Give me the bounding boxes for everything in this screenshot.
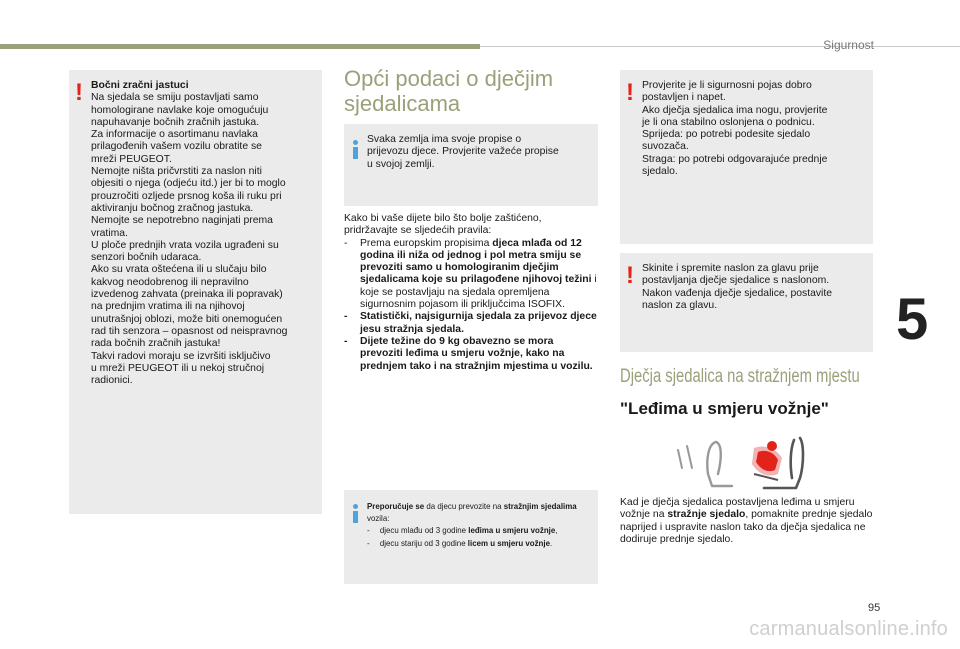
text-run: Prema europskim propisima bbox=[360, 237, 493, 249]
text-line: rada bočnih zračnih jastuka! bbox=[91, 338, 221, 350]
warning-exclamation-icon: ! bbox=[626, 79, 634, 106]
list-dash: - bbox=[344, 237, 348, 249]
warning-title: Bočni zračni jastuci bbox=[91, 80, 189, 91]
text-line: rad tih senzora – opasnost od neispravnog bbox=[91, 325, 288, 337]
rear-facing-child-seat-illustration bbox=[672, 434, 812, 496]
text-line: homologirane navlake koje omogućuju bbox=[91, 104, 269, 116]
header-accent-bar bbox=[0, 44, 480, 49]
text-line: unutrašnjoj oblozi, može biti onemogućen bbox=[91, 313, 283, 325]
child-seat-icon bbox=[752, 441, 782, 480]
rules-list bbox=[344, 238, 598, 373]
section-heading-general bbox=[344, 66, 553, 116]
list-dash: - bbox=[344, 335, 348, 347]
list-item bbox=[367, 537, 591, 549]
text-line: Za informacije o asortimanu navlaka bbox=[91, 129, 258, 141]
text-line: je li ona stabilno oslonjena o podnicu. bbox=[642, 116, 815, 128]
text-run: , bbox=[555, 525, 558, 536]
text-run-bold: stražnje sjedalo bbox=[667, 509, 746, 521]
page-number: 95 bbox=[868, 602, 881, 614]
text-run-bold: Preporučuje se bbox=[367, 501, 425, 511]
text-line: mreži PEUGEOT. bbox=[91, 153, 172, 165]
text-line: Svaka zemlja ima svoje propise o bbox=[367, 134, 522, 145]
text-line: Takvi radovi moraju se izvršiti isključivo bbox=[91, 350, 271, 362]
warning-text bbox=[91, 80, 317, 387]
text-line: prouzročiti ozljede prsnog koša ili ruku pri bbox=[91, 190, 282, 202]
text-line: u svojoj zemlji. bbox=[367, 158, 435, 170]
text-line: Provjerite je li sigurnosni pojas dobro bbox=[642, 80, 812, 91]
warning-box-seatbelt bbox=[620, 70, 873, 244]
text-run-bold: Dijete težine do 9 kg obavezno se mora prevoziti leđima u smjeru vožnje, kako na prednjem tako i na stražnjim mjestima u vozilu. bbox=[360, 335, 593, 372]
info-box-recommendation bbox=[344, 490, 598, 584]
section-heading-rear-seat: Dječja sjedalica na stražnjem mjestu bbox=[620, 366, 860, 387]
rear-seat-paragraph bbox=[620, 497, 873, 546]
heading-line: Opći podaci o dječjim bbox=[344, 66, 554, 91]
warning-exclamation-icon: ! bbox=[626, 262, 634, 289]
subheading-rearward-facing: "Leđima u smjeru vožnje" bbox=[620, 399, 829, 418]
list-item bbox=[367, 524, 591, 536]
text-line: napuhavanje bočnih zračnih jastuka. bbox=[91, 116, 260, 128]
motion-lines-icon bbox=[678, 446, 692, 468]
text-line: Nemojte se nepotrebno naginjati prema bbox=[91, 215, 273, 227]
rules-paragraph bbox=[344, 213, 598, 373]
text-line: postavljanja dječje sjedalice s naslonom. bbox=[642, 275, 830, 287]
text-line: suvozača. bbox=[642, 141, 689, 153]
info-text bbox=[367, 500, 591, 549]
warning-box-side-airbags bbox=[69, 70, 322, 514]
text-line: aktiviranju bočnog zračnog jastuka. bbox=[91, 202, 254, 214]
text-line: radionici. bbox=[91, 375, 133, 387]
text-run: vozila: bbox=[367, 513, 390, 524]
header-rule bbox=[480, 46, 960, 47]
text-run: Kad je dječja sjedalica postavljena leđima u smjeru vožnje na bbox=[620, 497, 855, 521]
text-run: . bbox=[549, 537, 553, 548]
text-line: Straga: po potrebi odgovarajuće prednje bbox=[642, 153, 828, 165]
text-line: vratima. bbox=[91, 227, 128, 239]
list-item bbox=[344, 238, 598, 312]
text-line: senzori bočnih udaraca. bbox=[91, 252, 202, 264]
text-line: kakvog neodobrenog ili nepravilno bbox=[91, 276, 249, 288]
text-run-bold: leđima u smjeru vožnje bbox=[468, 525, 556, 536]
heading-line: sjedalicama bbox=[344, 91, 461, 116]
text-line: Na sjedala se smiju postavljati samo bbox=[91, 92, 259, 104]
text-line: objesiti o njega (odjeću itd.) jer bi to moglo bbox=[91, 178, 286, 190]
list-dash: - bbox=[367, 525, 370, 536]
list-dash: - bbox=[344, 311, 348, 323]
text-line: sjedalo. bbox=[642, 166, 678, 178]
info-text bbox=[367, 134, 592, 171]
text-line: prilagođenih vašem vozilu obratite se bbox=[91, 141, 262, 153]
warning-text bbox=[642, 263, 868, 312]
list-item bbox=[344, 311, 598, 336]
text-run: i koje se postavljaju na sjedala opremljena sigurnosnim pojasom ili priključcima ISOFIX. bbox=[360, 274, 597, 311]
warning-box-headrest bbox=[620, 253, 873, 352]
info-box-regulations bbox=[344, 124, 598, 206]
warning-exclamation-icon: ! bbox=[75, 79, 83, 106]
text-line: Skinite i spremite naslon za glavu prije bbox=[642, 263, 819, 274]
text-line: U ploče prednjih vrata vozila ugrađeni su bbox=[91, 239, 279, 251]
text-line: na prednjim vratima ili na njihovoj bbox=[91, 301, 245, 313]
text-line: izvedenog zahvata (preinaka ili popravak) bbox=[91, 289, 283, 301]
text-line: Nemojte ništa pričvrstiti za naslon niti bbox=[91, 166, 262, 178]
text-run: djecu mlađu od 3 godine bbox=[379, 525, 469, 536]
list-item bbox=[344, 336, 598, 373]
text-run-bold: licem u smjeru vožnje bbox=[467, 537, 550, 548]
text-line: pridržavajte se sljedećih pravila: bbox=[344, 225, 492, 237]
text-run-bold: stražnjim sjedalima bbox=[503, 501, 577, 511]
text-run-bold: Statistički, najsigurnija sjedala za prijevoz djece jesu stražnja sjedala. bbox=[360, 311, 597, 335]
front-seat-icon bbox=[707, 442, 732, 486]
text-run: djecu stariju od 3 godine bbox=[379, 537, 468, 548]
text-line: prijevozu djece. Provjerite važeće propise bbox=[367, 146, 559, 158]
text-run-bold: djeca mlađa od 12 godina ili niža od jednog i pol metra smiju se prevoziti samo u homologiranim dječjim sjedalicama koje su prilagođene njihovoj težini bbox=[360, 237, 592, 286]
text-line: naslon za glavu. bbox=[642, 299, 718, 311]
text-run: , pomaknite prednje sjedalo naprijed i uspravite naslon tako da dječja sjedalica ne dodiruje prednje sjedalo. bbox=[620, 509, 873, 545]
chapter-number: 5 bbox=[896, 287, 929, 352]
text-line: Sprijeda: po potrebi podesite sjedalo bbox=[642, 129, 811, 141]
text-line: Kako bi vaše dijete bilo što bolje zaštićeno, bbox=[344, 213, 542, 224]
list-dash: - bbox=[367, 537, 370, 548]
text-line: Nakon vađenja dječje sjedalice, postavite bbox=[642, 287, 833, 299]
warning-text bbox=[642, 80, 868, 178]
text-line: postavljen i napet. bbox=[642, 92, 726, 104]
section-title: Sigurnost bbox=[823, 38, 874, 52]
text-run: da djecu prevozite na bbox=[424, 501, 504, 511]
watermark: carmanualsonline.info bbox=[749, 618, 948, 640]
text-line: u mreži PEUGEOT ili u nekoj stručnoj bbox=[91, 362, 265, 374]
text-line: Ako su vrata oštećena ili u slučaju bilo bbox=[91, 264, 267, 276]
text-line: Ako dječja sjedalica ima nogu, provjerite bbox=[642, 104, 828, 116]
